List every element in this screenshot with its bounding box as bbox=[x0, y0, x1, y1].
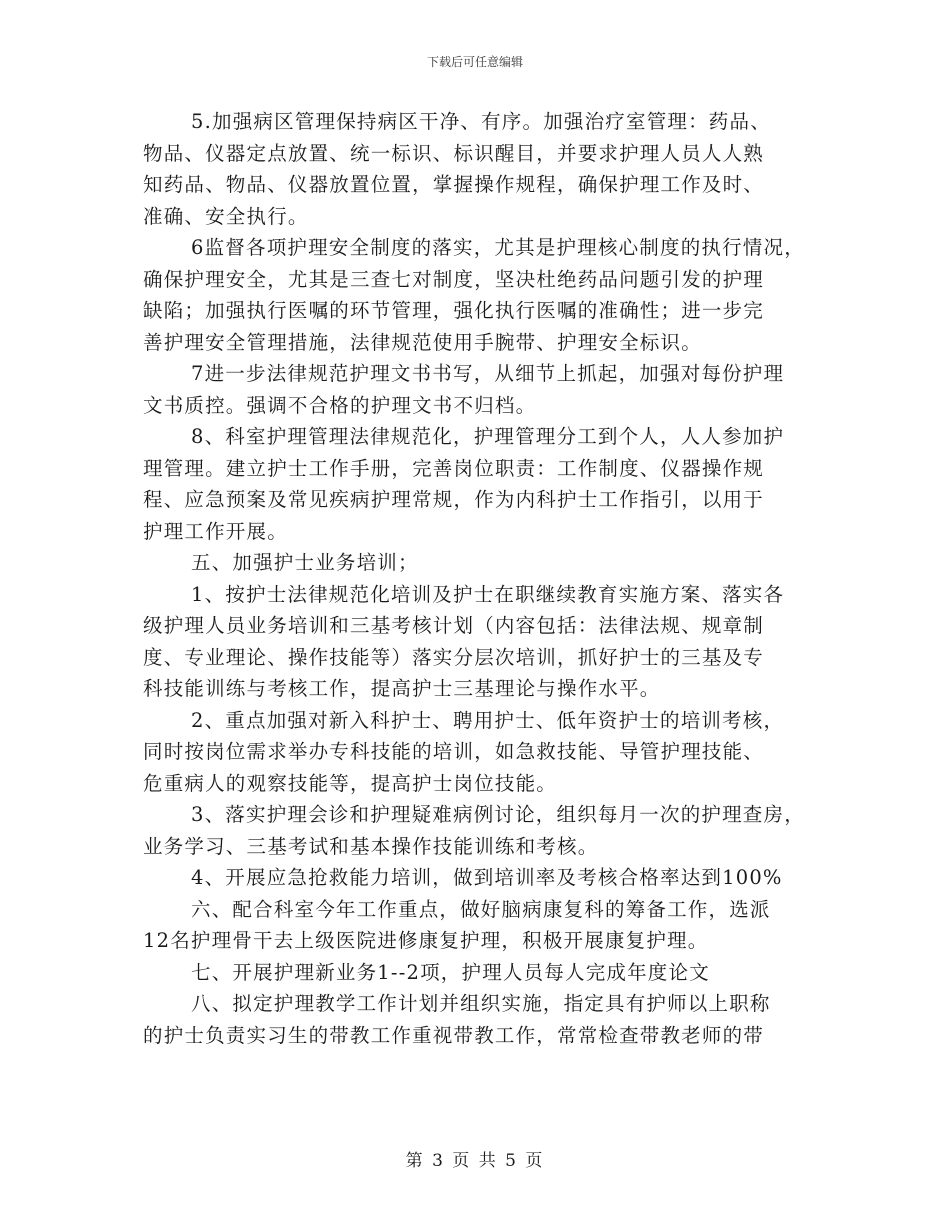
body-text-line: 准确、安全执行。 bbox=[143, 204, 309, 228]
body-text-line: 2、重点加强对新入科护士、聘用护士、低年资护士的培训考核， bbox=[191, 708, 785, 732]
body-text-line: 业务学习、三基考试和基本操作技能训练和考核。 bbox=[143, 834, 599, 858]
page-footer: 第 3 页 共 5 页 bbox=[405, 1151, 545, 1171]
body-text-line: 理管理。建立护士工作手册，完善岗位职责：工作制度、仪器操作规 bbox=[143, 456, 765, 480]
body-text-line: 7进一步法律规范护理文书书写，从细节上抓起，加强对每份护理 bbox=[191, 362, 785, 385]
body-text-line: 5.加强病区管理保持病区干净、有序。加强治疗室管理：药品、 bbox=[191, 110, 771, 133]
body-text-line: 级护理人员业务培训和三基考核计划（内容包括：法律法规、规章制 bbox=[143, 614, 765, 637]
body-text-line: 3、落实护理会诊和护理疑难病例讨论，组织每月一次的护理查房， bbox=[191, 803, 805, 826]
body-text-line: 缺陷；加强执行医嘱的环节管理，强化执行医嘱的准确性；进一步完 bbox=[143, 299, 765, 322]
body-text-line: 8、科室护理管理法律规范化，护理管理分工到个人，人人参加护 bbox=[191, 425, 785, 448]
body-text-line: 护理工作开展。 bbox=[143, 519, 288, 543]
body-text-line: 6监督各项护理安全制度的落实，尤其是护理核心制度的执行情况， bbox=[191, 236, 805, 259]
body-text-line: 的护士负责实习生的带教工作重视带教工作，常常检查带教老师的带 bbox=[143, 1023, 765, 1047]
body-text-line: 善护理安全管理措施，法律规范使用手腕带、护理安全标识。 bbox=[143, 330, 702, 354]
body-text-line: 文书质控。强调不合格的护理文书不归档。 bbox=[143, 393, 537, 417]
document-body bbox=[143, 106, 833, 1051]
body-text-line: 4、开展应急抢救能力培训，做到培训率及考核合格率达到100% bbox=[191, 866, 783, 889]
body-text-line: 五、加强护士业务培训； bbox=[191, 551, 419, 574]
body-text-line: 知药品、物品、仪器放置位置，掌握操作规程，确保护理工作及时、 bbox=[143, 173, 765, 196]
body-text-line: 度、专业理论、操作技能等）落实分层次培训，抓好护士的三基及专 bbox=[143, 645, 765, 669]
body-text-line: 程、应急预案及常见疾病护理常规，作为内科护士工作指引，以用于 bbox=[143, 488, 765, 511]
body-text-line: 七、开展护理新业务1--2项，护理人员每人完成年度论文 bbox=[191, 960, 710, 984]
body-text-line: 12名护理骨干去上级医院进修康复护理，积极开展康复护理。 bbox=[143, 929, 709, 952]
body-text-line: 科技能训练与考核工作，提高护士三基理论与操作水平。 bbox=[143, 677, 661, 700]
body-text-line: 六、配合科室今年工作重点，做好脑病康复科的筹备工作，选派 bbox=[191, 897, 771, 921]
page-header: 下载后可任意编辑 bbox=[426, 55, 523, 69]
body-text-line: 危重病人的观察技能等，提高护士岗位技能。 bbox=[143, 771, 558, 795]
body-text-line: 确保护理安全，尤其是三查七对制度，坚决杜绝药品问题引发的护理 bbox=[143, 267, 765, 291]
body-text-line: 1、按护士法律规范化培训及护士在职继续教育实施方案、落实各 bbox=[191, 582, 785, 606]
body-text-line: 同时按岗位需求举办专科技能的培训，如急救技能、导管护理技能、 bbox=[143, 740, 765, 763]
body-text-line: 物品、仪器定点放置、统一标识、标识醒目，并要求护理人员人人熟 bbox=[143, 141, 765, 165]
body-text-line: 八、拟定护理教学工作计划并组织实施，指定具有护师以上职称 bbox=[191, 992, 771, 1015]
